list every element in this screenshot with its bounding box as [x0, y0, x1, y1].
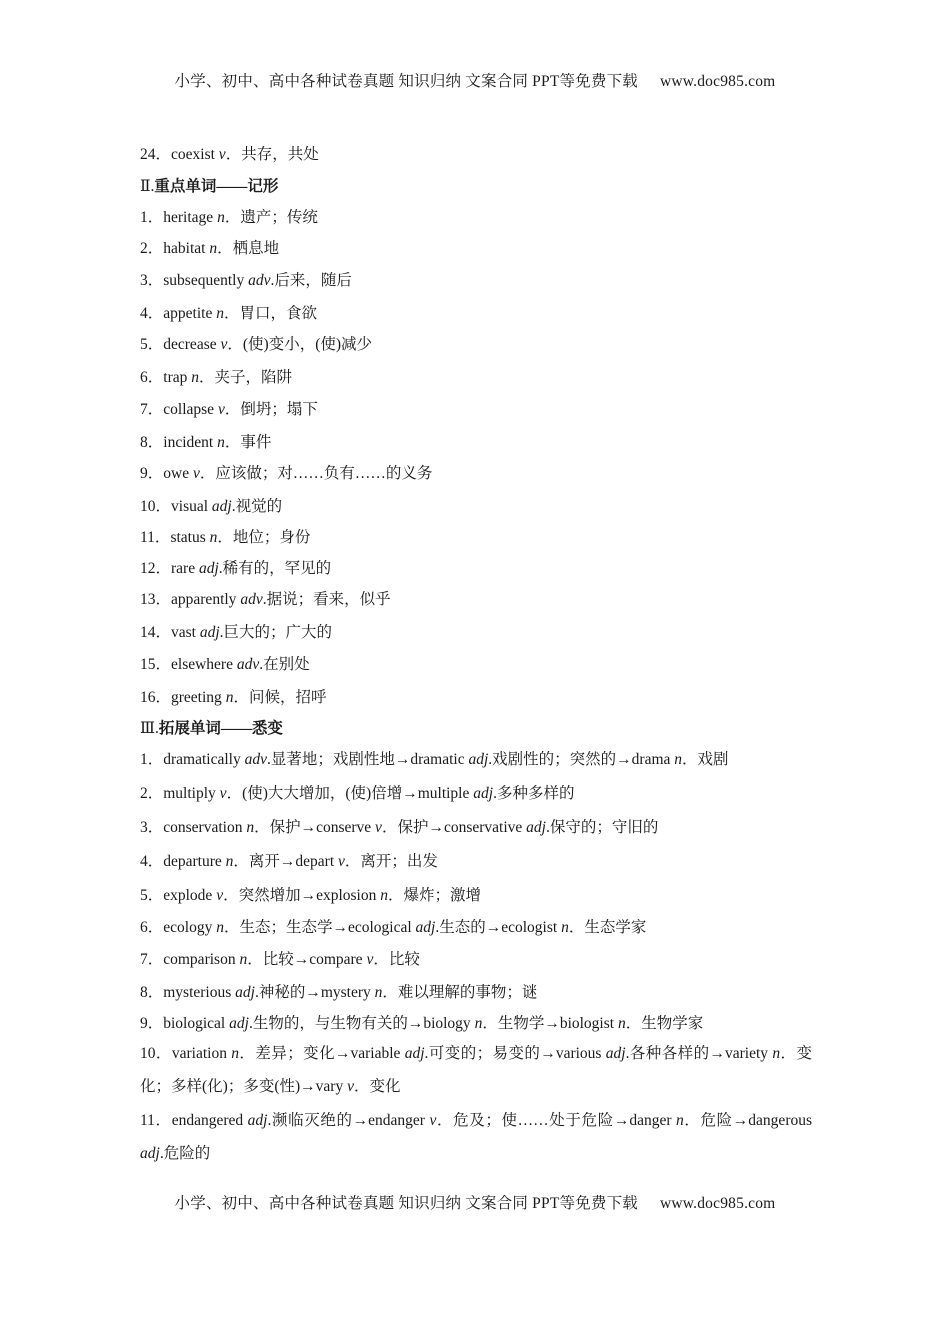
item-text: .各种各样的→variety — [625, 1045, 773, 1062]
item-pos: n — [617, 1015, 626, 1032]
item-pos: adj — [468, 751, 489, 768]
item-word: collapse — [163, 401, 218, 418]
header-text: 小学、初中、高中各种试卷真题 知识归纳 文案合同 PPT等免费下载 — [174, 73, 638, 90]
item-pos: adv — [248, 272, 271, 289]
item-word: visual — [171, 498, 212, 515]
item-word: coexist — [171, 146, 219, 163]
extended-word-item — [140, 784, 812, 804]
section-mark: Ⅲ. — [140, 720, 159, 737]
item-text: .生态的→ecologist — [435, 919, 562, 936]
item-num: 16． — [140, 689, 172, 706]
item-text: .可变的；易变的→various — [424, 1045, 606, 1062]
item-num: 12． — [140, 560, 172, 577]
item-text: 2．multiply — [140, 785, 220, 802]
extended-word-item — [140, 1037, 812, 1103]
key-word-item — [140, 464, 812, 484]
key-word-item — [140, 271, 812, 291]
item-meaning: .视觉的 — [231, 498, 283, 515]
item-pos: adj — [605, 1045, 626, 1062]
item-meaning: ．栖息地 — [217, 240, 280, 257]
section-title: 重点单词——记形 — [154, 178, 279, 195]
item-word: decrease — [163, 336, 221, 353]
extended-word-item — [140, 886, 812, 906]
item-pos: adj — [526, 819, 546, 836]
item-pos: v — [375, 819, 382, 836]
item-pos: n — [674, 751, 683, 768]
item-pos: v — [429, 1112, 437, 1129]
section-heading-2 — [140, 177, 812, 197]
item-word: habitat — [163, 240, 210, 257]
item-pos: v — [218, 146, 226, 163]
footer-site: www.doc985.com — [659, 1195, 776, 1212]
item-pos: adj — [235, 984, 255, 1001]
item-num: 3． — [140, 272, 164, 289]
key-word-item — [140, 655, 812, 675]
item-pos: adv — [244, 751, 267, 768]
section-title: 拓展单词——悉变 — [158, 720, 283, 737]
item-text: ．比较 — [373, 951, 420, 968]
item-pos: n — [374, 984, 383, 1001]
item-num: 7． — [140, 401, 164, 418]
item-text: ．危及；使……处于危险→danger — [436, 1112, 677, 1129]
item-num: 1． — [140, 209, 164, 226]
item-pos: n — [239, 951, 248, 968]
item-text: 7．comparison — [140, 951, 240, 968]
item-text: 3．conservation — [140, 819, 247, 836]
item-text: ．保护→conserve — [254, 819, 376, 836]
item-text: 4．departure — [140, 853, 226, 870]
item-word: owe — [163, 465, 193, 482]
item-word: heritage — [163, 209, 218, 226]
item-pos: n — [231, 1045, 239, 1062]
item-pos: n — [216, 919, 224, 936]
page-footer — [0, 1191, 950, 1213]
item-meaning: ．共存，共处 — [225, 146, 319, 163]
item-text: .多种多样的 — [493, 785, 575, 802]
item-pos: n — [217, 209, 225, 226]
item-word: elsewhere — [171, 656, 237, 673]
key-word-item — [140, 335, 812, 355]
item-pos: n — [225, 853, 234, 870]
item-text: ．生物学→biologist — [482, 1015, 618, 1032]
item-pos: v — [347, 1078, 354, 1095]
item-text: ．生物学家 — [625, 1015, 704, 1032]
item-num: 15． — [140, 656, 172, 673]
item-text: ．戏剧 — [682, 751, 729, 768]
item-pos: adj — [211, 498, 232, 515]
extended-word-item — [140, 818, 812, 838]
extended-word-item — [140, 950, 812, 970]
item-pos: adj — [247, 1112, 268, 1129]
extended-word-item — [140, 1104, 812, 1170]
item-text: ．差异；变化→variable — [239, 1045, 405, 1062]
item-num: 6． — [140, 369, 164, 386]
item-pos: n — [474, 1015, 483, 1032]
item-meaning: ．应该做；对……负有……的义务 — [199, 465, 433, 482]
item-meaning: .巨大的；广大的 — [219, 624, 333, 641]
item-text: ．危险→dangerous — [683, 1112, 813, 1129]
key-word-item — [140, 559, 812, 579]
item-word: trap — [163, 369, 192, 386]
key-word-item — [140, 400, 812, 420]
key-word-item — [140, 239, 812, 259]
item-text: .生物的，与生物有关的→biology — [248, 1015, 475, 1032]
item-meaning: ．遗产；传统 — [224, 209, 318, 226]
item-text: ．突然增加→explosion — [223, 887, 381, 904]
key-word-item — [140, 433, 812, 453]
item-text: ．爆炸；激增 — [388, 887, 482, 904]
item-meaning: .据说；看来，似乎 — [262, 591, 391, 608]
item-text: ．保护→conservative — [381, 819, 527, 836]
item-word: incident — [163, 434, 218, 451]
extended-word-item — [140, 918, 812, 938]
item-meaning: ．问候，招呼 — [233, 689, 327, 706]
section-heading-3 — [140, 719, 812, 739]
item-num: 8． — [140, 434, 164, 451]
item-text: ．生态学家 — [568, 919, 647, 936]
item-text: 11．endangered — [140, 1112, 248, 1129]
item-meaning: .稀有的，罕见的 — [218, 560, 332, 577]
item-pos: v — [338, 853, 345, 870]
key-word-item — [140, 623, 812, 643]
item-pos: n — [380, 887, 388, 904]
item-pos: v — [220, 336, 228, 353]
item-pos: adj — [404, 1045, 425, 1062]
item-word: apparently — [171, 591, 241, 608]
item-number: 24． — [140, 146, 172, 163]
item-pos: n — [772, 1045, 781, 1062]
item-word: appetite — [163, 305, 217, 322]
extended-word-item — [140, 1014, 812, 1034]
extended-word-item — [140, 852, 812, 872]
item-text: ．变化 — [353, 1078, 401, 1095]
item-pos: n — [246, 819, 255, 836]
item-pos: v — [216, 887, 224, 904]
list-item-24 — [140, 145, 812, 165]
item-text: 6．ecology — [140, 919, 217, 936]
item-pos: v — [219, 785, 227, 802]
item-pos: adv — [240, 591, 263, 608]
key-word-item — [140, 590, 812, 610]
extended-word-item — [140, 983, 812, 1003]
item-text: .神秘的→mystery — [254, 984, 375, 1001]
item-num: 13． — [140, 591, 172, 608]
item-num: 11． — [140, 529, 171, 546]
item-pos: adj — [229, 1015, 249, 1032]
footer-text: 小学、初中、高中各种试卷真题 知识归纳 文案合同 PPT等免费下载 — [174, 1195, 638, 1212]
item-pos: v — [217, 401, 225, 418]
item-pos: n — [216, 305, 224, 322]
item-text: .保守的；守旧的 — [545, 819, 659, 836]
item-pos: adv — [236, 656, 260, 673]
item-pos: adj — [199, 624, 220, 641]
item-word: vast — [171, 624, 200, 641]
item-word: status — [170, 529, 210, 546]
item-pos: adj — [415, 919, 436, 936]
item-word: rare — [171, 560, 199, 577]
item-meaning: ．胃口，食欲 — [223, 305, 317, 322]
item-pos: adj — [198, 560, 219, 577]
item-text: 9．biological — [140, 1015, 230, 1032]
item-num: 5． — [140, 336, 164, 353]
item-meaning: ．(使)变小，(使)减少 — [227, 336, 373, 353]
item-text: 5．explode — [140, 887, 217, 904]
item-meaning: ．事件 — [224, 434, 272, 451]
item-text: .濒临灭绝的→endanger — [267, 1112, 430, 1129]
item-word: subsequently — [163, 272, 249, 289]
item-pos: n — [561, 919, 569, 936]
item-pos: adj — [473, 785, 494, 802]
item-num: 14． — [140, 624, 172, 641]
key-word-item — [140, 304, 812, 324]
item-num: 9． — [140, 465, 164, 482]
item-text: .戏剧性的；突然的→drama — [488, 751, 675, 768]
item-pos: n — [209, 529, 218, 546]
page-header — [0, 69, 950, 91]
item-pos: n — [209, 240, 218, 257]
item-text: ．离开→depart — [233, 853, 339, 870]
item-text: ．难以理解的事物；谜 — [382, 984, 538, 1001]
item-text: 1．dramatically — [140, 751, 245, 768]
item-text: 10．variation — [140, 1045, 232, 1062]
item-pos: n — [676, 1112, 684, 1129]
item-text: ．(使)大大增加，(使)倍增→multiple — [226, 785, 474, 802]
key-word-item — [140, 497, 812, 517]
item-pos: v — [192, 465, 200, 482]
item-pos: v — [366, 951, 374, 968]
header-site: www.doc985.com — [659, 73, 776, 90]
item-text: ．比较→compare — [247, 951, 367, 968]
item-meaning: ．地位；身份 — [217, 529, 311, 546]
key-word-item — [140, 688, 812, 708]
section-mark: Ⅱ. — [140, 178, 155, 195]
key-word-item — [140, 368, 812, 388]
item-num: 10． — [140, 498, 172, 515]
item-text: .危险的 — [159, 1145, 211, 1162]
item-pos: n — [191, 369, 199, 386]
item-text: ．生态；生态学→ecological — [223, 919, 416, 936]
item-pos: adj — [140, 1145, 160, 1162]
item-text: .显著地；戏剧性地→dramatic — [266, 751, 469, 768]
item-meaning: .后来，随后 — [270, 272, 352, 289]
item-num: 4． — [140, 305, 164, 322]
item-pos: n — [225, 689, 234, 706]
item-text: 8．mysterious — [140, 984, 236, 1001]
item-pos: n — [217, 434, 225, 451]
item-word: greeting — [171, 689, 226, 706]
item-meaning: .在别处 — [259, 656, 310, 673]
extended-word-item — [140, 750, 812, 770]
key-word-item — [140, 208, 812, 228]
item-num: 2． — [140, 240, 164, 257]
item-meaning: ．倒坍；塌下 — [224, 401, 318, 418]
key-word-item — [140, 528, 812, 548]
item-meaning: ．夹子，陷阱 — [199, 369, 293, 386]
item-text: ．离开；出发 — [344, 853, 438, 870]
item-text: ．变化；多样(化)；多变(性)→vary — [140, 1045, 812, 1095]
